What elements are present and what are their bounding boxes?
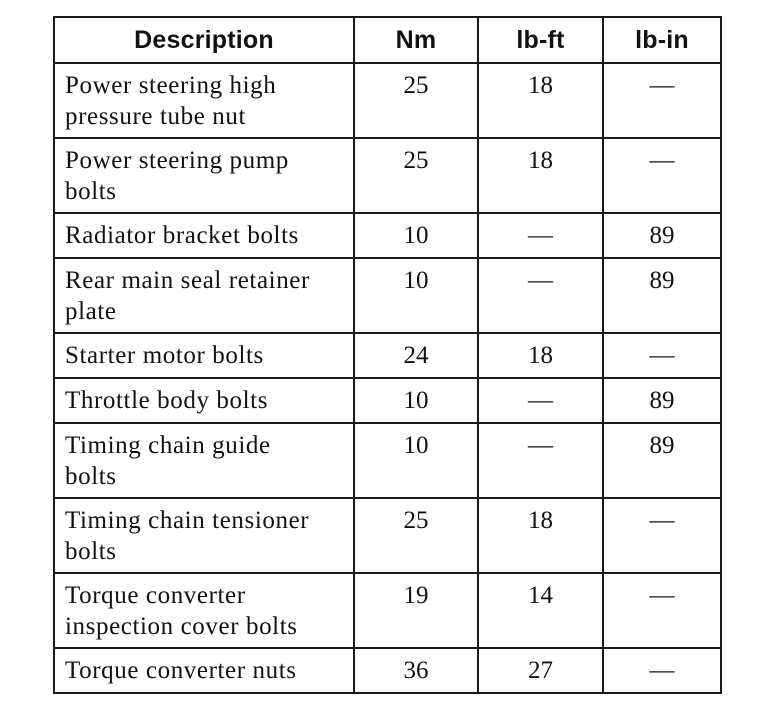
cell-description: Timing chain guide bolts [54,423,354,498]
cell-nm: 10 [354,258,478,333]
cell-description: Timing chain tensioner bolts [54,498,354,573]
table-row [54,378,721,423]
cell-nm: 25 [354,498,478,573]
header-nm: Nm [354,17,478,63]
cell-lb-ft: — [478,423,603,498]
cell-lb-ft: 18 [478,498,603,573]
cell-nm: 10 [354,213,478,258]
cell-lb-in: — [603,498,721,573]
cell-lb-ft: 14 [478,573,603,648]
cell-lb-in: 89 [603,213,721,258]
cell-lb-in: — [603,333,721,378]
cell-description: Torque converter nuts [54,648,354,693]
cell-lb-in: 89 [603,258,721,333]
torque-specification-table [53,16,722,694]
cell-description: Torque converter inspection cover bolts [54,573,354,648]
table-row [54,333,721,378]
cell-description: Power steering high pressure tube nut [54,63,354,138]
cell-description: Radiator bracket bolts [54,213,354,258]
cell-lb-ft: 27 [478,648,603,693]
cell-nm: 10 [354,423,478,498]
table-row [54,138,721,213]
cell-lb-in: 89 [603,423,721,498]
table-header-row [54,17,721,63]
cell-lb-ft: 18 [478,138,603,213]
cell-lb-ft: — [478,378,603,423]
cell-nm: 25 [354,63,478,138]
cell-description: Power steering pump bolts [54,138,354,213]
cell-lb-ft: — [478,258,603,333]
cell-nm: 10 [354,378,478,423]
table-row [54,213,721,258]
cell-lb-in: — [603,573,721,648]
cell-description: Rear main seal retainer plate [54,258,354,333]
cell-lb-in: — [603,648,721,693]
cell-lb-in: — [603,63,721,138]
cell-description: Starter motor bolts [54,333,354,378]
cell-lb-in: 89 [603,378,721,423]
cell-lb-ft: 18 [478,333,603,378]
cell-lb-ft: — [478,213,603,258]
table-row [54,498,721,573]
cell-nm: 19 [354,573,478,648]
table-row [54,63,721,138]
cell-lb-ft: 18 [478,63,603,138]
header-description: Description [54,17,354,63]
cell-nm: 24 [354,333,478,378]
cell-lb-in: — [603,138,721,213]
table-row [54,648,721,693]
table-row [54,258,721,333]
table-row [54,423,721,498]
table-row [54,573,721,648]
cell-description: Throttle body bolts [54,378,354,423]
header-lb-ft: lb-ft [478,17,603,63]
header-lb-in: lb-in [603,17,721,63]
cell-nm: 36 [354,648,478,693]
cell-nm: 25 [354,138,478,213]
